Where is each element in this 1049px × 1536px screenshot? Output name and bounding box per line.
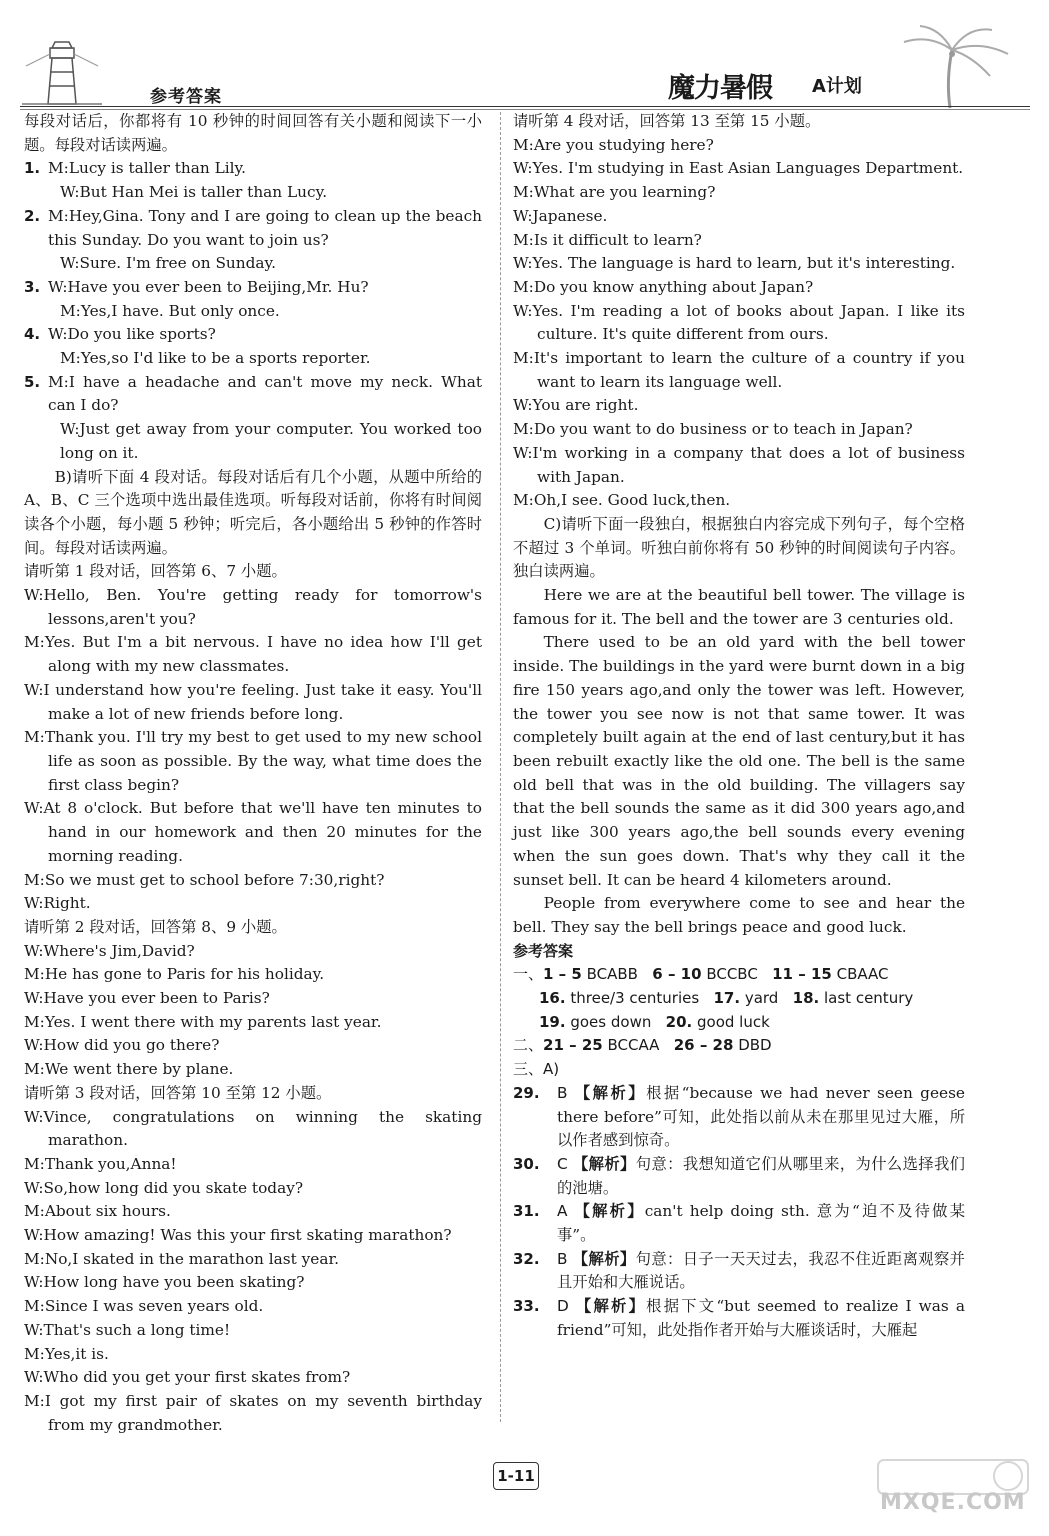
question-number: 33. [513, 1297, 540, 1316]
analysis-tag: 【解析】 [572, 1154, 636, 1173]
explanation-text: 句意：日子一天天过去，我忍不住近距离观察并且开始和大雁说话。 [557, 1249, 965, 1292]
answer-value: CBAAC [836, 965, 889, 984]
dialogue-line: W:You are right. [513, 396, 639, 415]
dialogue-line: W:How long have you been skating? [24, 1273, 305, 1292]
answer-row-5: 三、A) [513, 1060, 560, 1079]
analysis-tag: 【解析】 [574, 1083, 647, 1102]
paragraph: C)请听下面一段独白，根据独白内容完成下列句子，每个空格不超过 3 个单词。听独白前你将有 50 秒钟的时间阅读句子内容。独白读两遍。 [513, 514, 965, 581]
dialogue-line: W:But Han Mei is taller than Lucy. [60, 183, 328, 202]
dialogue-line: M:Thank you,Anna! [24, 1154, 177, 1173]
dialogue-line: W:At 8 o'clock. But before that we'll have ten minutes to hand in our homework and then 20 minutes for the morning reading. [24, 799, 482, 865]
section-heading: 请听第 2 段对话，回答第 8、9 小题。 [24, 917, 287, 936]
dialogue-line: W:Right. [24, 894, 91, 913]
answer-letter: C [557, 1154, 568, 1173]
item-number: 3. [24, 277, 41, 296]
palm-tree-icon [880, 20, 1020, 110]
paragraph: There used to be an old yard with the bell tower inside. The buildings in the yard were burnt down in a big fire 150 years ago,and only the tower was left. However, the tower you see now is not that same tower. It was completely built again at the end of last century,but it has been rebuilt exactly like the old one. The bell is the same old bell that was in the old building. The villagers say that the bell sounds the same as it did 300 years ago,and just like 300 years ago,the bell sounds every evening when the sun goes down. That's why they call it the sunset bell. It can be heard 4 kilometers around. [513, 633, 965, 889]
dialogue-line: M:Yes,I have. But only once. [60, 301, 280, 320]
header-brand-title: 魔力暑假 [668, 73, 772, 104]
dialogue-line: M:Yes. But I'm a bit nervous. I have no idea how I'll get along with my new classmates. [24, 633, 482, 676]
dialogue-line: W:Who did you get your first skates from? [24, 1368, 351, 1387]
explanation-text: can't help doing sth. 意为“迫不及待做某事”。 [557, 1202, 965, 1245]
dialogue-line: M:I got my first pair of skates on my seventh birthday from my grandmother. [24, 1391, 482, 1434]
explanation-text: 根据“because we had never seen geese there before”可知，此处指以前从未在那里见过大雁，所以作者感到惊奇。 [557, 1083, 965, 1150]
dialogue-line: W:Yes. The language is hard to learn, but it's interesting. [513, 254, 956, 273]
answer-letter: B [557, 1083, 568, 1102]
answer-range: 21 – 25 [543, 1036, 603, 1055]
item-number: 4. [24, 325, 41, 344]
answer-letter: A [557, 1202, 568, 1221]
paragraph: Here we are at the beautiful bell tower. The village is famous for it. The bell and the tower are 3 centuries old. [513, 586, 965, 628]
dialogue-item [24, 157, 482, 204]
analysis-tag: 【解析】 [572, 1249, 636, 1268]
explanation-item [513, 1082, 965, 1153]
analysis-tag: 【解析】 [575, 1297, 647, 1316]
item-number: 2. [24, 206, 41, 225]
answer-row-3 [513, 1011, 965, 1035]
dialogue-line: W:How amazing! Was this your first skating marathon? [24, 1226, 452, 1245]
answer-range: 1 – 5 [543, 965, 582, 984]
answer-row-2 [513, 987, 965, 1011]
section-one-label: 一、 [513, 965, 544, 984]
explanation-text: 句意：我想知道它们从哪里来，为什么选择我们的池塘。 [557, 1154, 965, 1197]
explanation-text: 根据下文“but seemed to realize I was a friend”可知，此处指作者开始与大雁谈话时，大雁起 [557, 1297, 965, 1339]
section-heading: 请听第 3 段对话，回答第 10 至第 12 小题。 [24, 1083, 332, 1102]
answer-num: 17. [713, 989, 741, 1008]
page-number: 1-11 [493, 1462, 539, 1490]
answer-value: goes down [570, 1012, 652, 1031]
dialogue-line: M:About six hours. [24, 1202, 171, 1221]
dialogue-line: M:Oh,I see. Good luck,then. [513, 491, 731, 510]
item-number: 5. [24, 372, 41, 391]
answer-range: 6 – 10 [652, 965, 702, 984]
answer-value: BCCAA [607, 1036, 660, 1055]
lighthouse-icon [22, 38, 102, 110]
dialogue-line: W:Hello, Ben. You're getting ready for tomorrow's lessons,aren't you? [24, 586, 482, 628]
dialogue-line: M:Is it difficult to learn? [513, 230, 702, 249]
dialogue-line: W:Have you ever been to Beijing,Mr. Hu? [48, 277, 369, 296]
dialogue-line: M:Yes,so I'd like to be a sports reporter. [60, 349, 371, 368]
answer-explanations [513, 1082, 965, 1343]
dialogue-item [24, 205, 482, 276]
explanation-item [513, 1295, 965, 1342]
dialogue-line: M:Thank you. I'll try my best to get used to my new school life as soon as possible. By the way, what time does the first class begin? [24, 728, 482, 794]
paragraph: B)请听下面 4 段对话。每段对话后有几个小题，从题中所给的 A、B、C 三个选项中选出最佳选项。听每段对话前，你将有时间阅读各个小题，每小题 5 秒钟；听完后，各小题给出 5 秒钟的作答时间。每段对话读两遍。 [24, 467, 482, 557]
answer-letter: D [557, 1297, 569, 1316]
dialogue-line: W:How did you go there? [24, 1036, 220, 1055]
dialogue-line: W:Sure. I'm free on Sunday. [60, 254, 277, 273]
item-number: 1. [24, 159, 41, 178]
section-heading: 请听第 1 段对话，回答第 6、7 小题。 [24, 562, 287, 581]
dialogue-line: M:Hey,Gina. Tony and I are going to clean up the beach this Sunday. Do you want to join us? [48, 206, 482, 249]
dialogue-line: W:I understand how you're feeling. Just take it easy. You'll make a lot of new friends before long. [24, 680, 482, 723]
dialogue-line: W:Do you like sports? [48, 325, 216, 344]
column-divider [500, 112, 501, 1422]
answer-row-1 [513, 963, 965, 987]
dialogue-line: W:Have you ever been to Paris? [24, 989, 270, 1008]
dialogue-line: M:No,I skated in the marathon last year. [24, 1249, 339, 1268]
section-heading: 请听第 4 段对话，回答第 13 至第 15 小题。 [513, 112, 821, 130]
answer-key-title: 参考答案 [513, 941, 574, 960]
dialogue-line: M:Since I was seven years old. [24, 1297, 264, 1316]
header-left-title: 参考答案 [150, 87, 222, 107]
answer-num: 16. [539, 989, 566, 1008]
right-column-body [513, 110, 965, 940]
question-number: 31. [513, 1202, 540, 1221]
answer-value: BCABB [586, 965, 638, 984]
right-column [513, 110, 965, 1343]
answer-value: BCCBC [706, 965, 758, 984]
dialogue-line: M:What are you learning? [513, 183, 716, 202]
answer-value: good luck [697, 1012, 770, 1031]
dialogue-line: M:I have a headache and can't move my neck. What can I do? [48, 372, 482, 415]
dialogue-line: M:So we must get to school before 7:30,right? [24, 870, 385, 889]
dialogue-line: M:Do you know anything about Japan? [513, 277, 814, 296]
dialogue-item [24, 323, 482, 370]
header-brand-sub: A计划 [812, 76, 862, 97]
dialogue-line: W:Just get away from your computer. You worked too long on it. [60, 420, 482, 462]
dialogue-line: M:We went there by plane. [24, 1060, 234, 1079]
dialogue-line: M:Do you want to do business or to teach in Japan? [513, 420, 913, 439]
dialogue-line: M:Yes. I went there with my parents last year. [24, 1012, 382, 1031]
answer-value: DBD [738, 1036, 772, 1055]
answer-num: 19. [539, 1012, 566, 1031]
dialogue-line: W:I'm working in a company that does a lot of business with Japan. [513, 443, 965, 486]
question-number: 32. [513, 1249, 540, 1268]
instruction-paragraph: 每段对话后，你都将有 10 秒钟的时间回答有关小题和阅读下一小题。每段对话读两遍。 [24, 112, 482, 154]
dialogue-line: M:Lucy is taller than Lily. [48, 159, 247, 178]
dialogue-line: W:Where's Jim,David? [24, 941, 195, 960]
analysis-tag: 【解析】 [574, 1202, 645, 1221]
left-column [24, 110, 482, 1437]
dialogue-line: W:Yes. I'm reading a lot of books about Japan. I like its culture. It's quite different from ours. [513, 301, 965, 344]
explanation-item [513, 1200, 965, 1247]
explanation-item [513, 1153, 965, 1200]
paragraph: People from everywhere come to see and hear the bell. They say the bell brings peace and good luck. [513, 894, 965, 936]
dialogue-line: M:Are you studying here? [513, 135, 714, 154]
answer-range: 11 – 15 [772, 965, 832, 984]
dialogue-item [24, 276, 482, 323]
answer-num: 20. [665, 1012, 693, 1031]
answer-num: 18. [792, 989, 820, 1008]
dialogue-line: W:Vince, congratulations on winning the skating marathon. [24, 1107, 482, 1150]
answer-value: yard [744, 989, 779, 1008]
question-number: 29. [513, 1083, 540, 1102]
section-two-label: 二、 [513, 1036, 544, 1055]
dialogue-line: W:Japanese. [513, 206, 608, 225]
question-number: 30. [513, 1154, 540, 1173]
answer-key [513, 940, 965, 1343]
dialogue-line: M:It's important to learn the culture of a country if you want to learn its language well. [513, 349, 965, 391]
watermark-text: MXQE.COM [880, 1490, 1026, 1515]
dialogue-line: W:That's such a long time! [24, 1320, 231, 1339]
answer-range: 26 – 28 [673, 1036, 734, 1055]
dialogue-line: W:Yes. I'm studying in East Asian Languages Department. [513, 159, 964, 178]
dialogue-line: M:He has gone to Paris for his holiday. [24, 965, 325, 984]
answer-value: three/3 centuries [570, 989, 700, 1008]
dialogue-line: M:Yes,it is. [24, 1344, 109, 1363]
answer-row-4 [513, 1034, 965, 1058]
answer-value: last century [824, 989, 914, 1008]
answer-letter: B [557, 1249, 568, 1268]
dialogue-item [24, 371, 482, 466]
explanation-item [513, 1248, 965, 1295]
dialogue-line: W:So,how long did you skate today? [24, 1178, 304, 1197]
header-rule [20, 106, 1030, 107]
page-header [0, 0, 1049, 112]
